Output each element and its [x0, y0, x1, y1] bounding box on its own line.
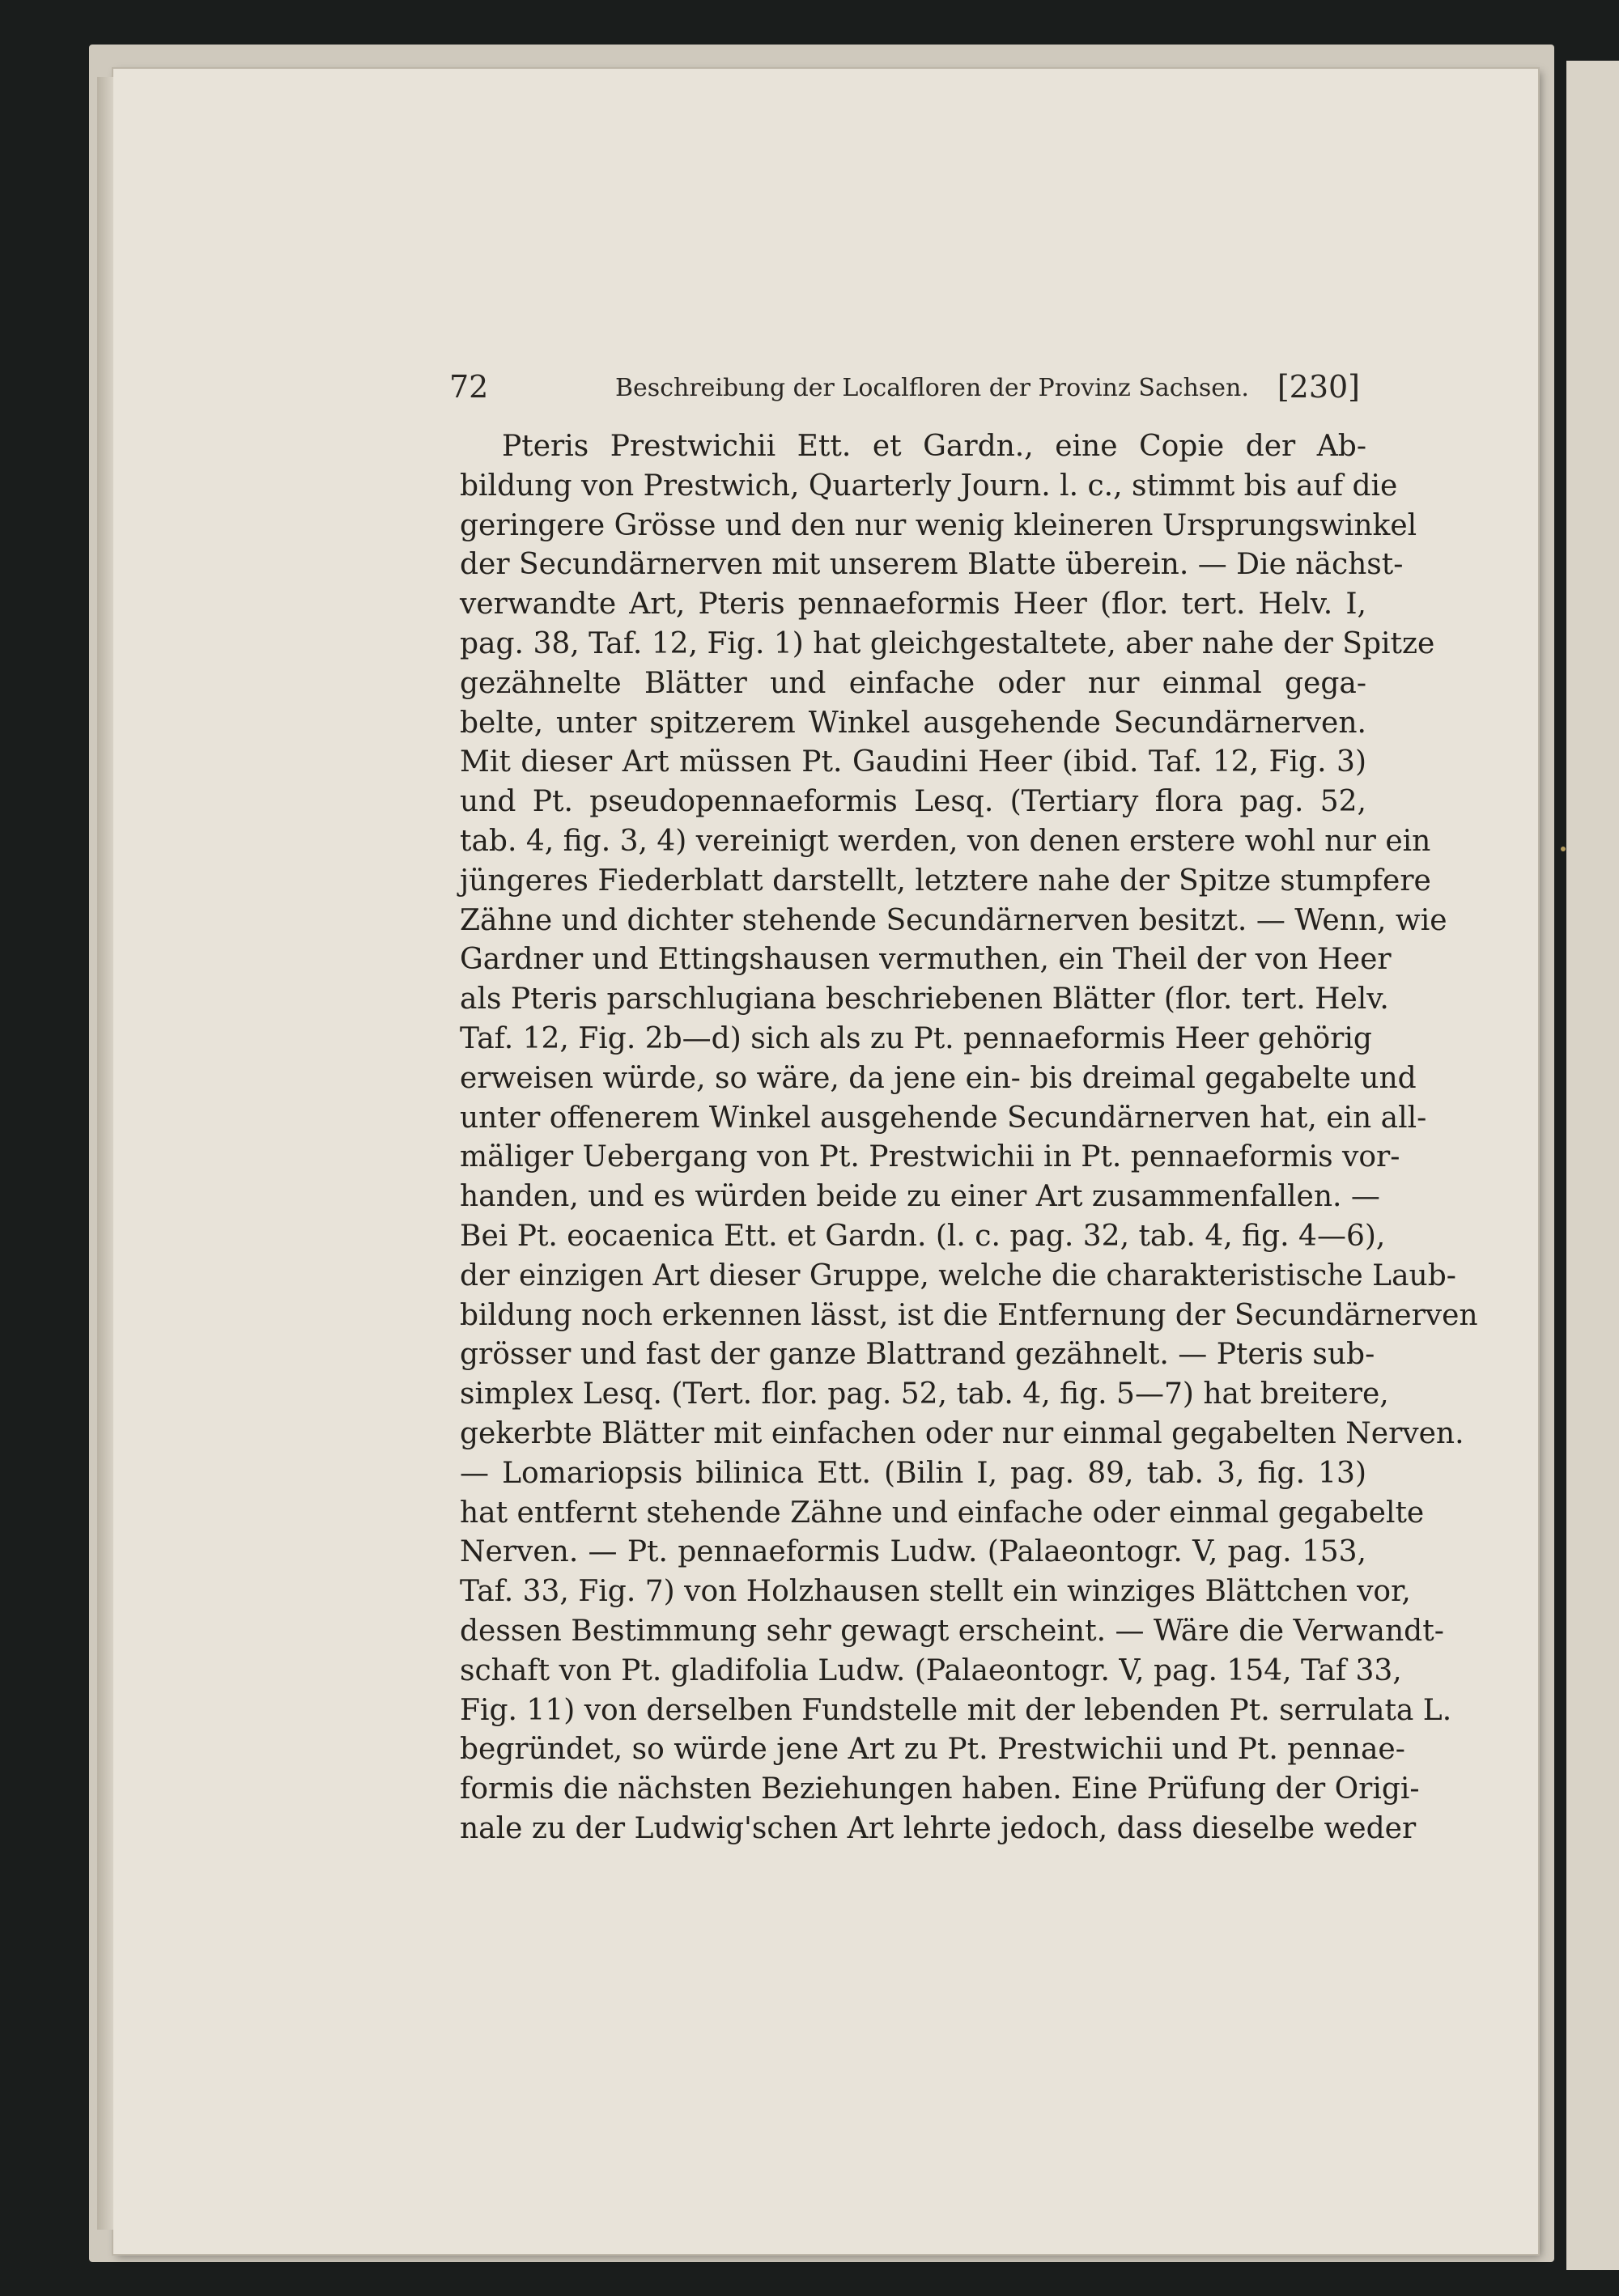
text-line: formis die nächsten Beziehungen haben. Eine Prüfung der Origi-	[460, 1772, 1420, 1806]
text-line: handen, und es würden beide zu einer Art zusammenfallen. —	[460, 1180, 1380, 1214]
text-line: bildung noch erkennen lässt, ist die Entfernung der Secundärnerven	[460, 1298, 1478, 1332]
facing-page-edge	[1566, 61, 1619, 2270]
text-line: Taf. 33, Fig. 7) von Holzhausen stellt ein winziges Blättchen vor,	[460, 1575, 1411, 1609]
text-line: mäliger Uebergang von Pt. Prestwichii in Pt. pennaeformis vor-	[460, 1140, 1400, 1174]
text-line: der einzigen Art dieser Gruppe, welche die charakteristische Laub-	[460, 1258, 1456, 1292]
text-line: und Pt. pseudopennaeformis Lesq. (Tertiary flora pag. 52,	[460, 785, 1366, 819]
paper-spot	[1561, 847, 1566, 851]
text-line: Mit dieser Art müssen Pt. Gaudini Heer (ibid. Taf. 12, Fig. 3)	[460, 745, 1366, 779]
text-line: bildung von Prestwich, Quarterly Journ. l. c., stimmt bis auf die	[460, 469, 1398, 503]
running-title: Beschreibung der Localfloren der Provinz Sachsen.	[615, 374, 1249, 402]
text-line: begründet, so würde jene Art zu Pt. Prestwichii und Pt. pennae-	[460, 1733, 1405, 1767]
text-line: geringere Grösse und den nur wenig kleineren Ursprungswinkel	[460, 508, 1417, 542]
text-line: verwandte Art, Pteris pennaeformis Heer (flor. tert. Helv. I,	[460, 588, 1366, 622]
text-line: — Lomariopsis bilinica Ett. (Bilin I, pag. 89, tab. 3, fig. 13)	[460, 1456, 1366, 1490]
text-line: Gardner und Ettingshausen vermuthen, ein Theil der von Heer	[460, 943, 1392, 977]
text-line: simplex Lesq. (Tert. flor. pag. 52, tab. 4, fig. 5—7) hat breitere,	[460, 1377, 1389, 1411]
text-line: tab. 4, fig. 3, 4) vereinigt werden, von denen erstere wohl nur ein	[460, 824, 1431, 858]
text-line: grösser und fast der ganze Blattrand gezähnelt. — Pteris sub-	[460, 1338, 1375, 1372]
text-line: Zähne und dichter stehende Secundärnerven besitzt. — Wenn, wie	[460, 903, 1447, 937]
text-line: der Secundärnerven mit unserem Blatte überein. — Die nächst-	[460, 548, 1404, 582]
signature-number: [230]	[1277, 369, 1360, 405]
text-line: jüngeres Fiederblatt darstellt, letztere nahe der Spitze stumpfere	[460, 864, 1431, 898]
text-line: Fig. 11) von derselben Fundstelle mit der lebenden Pt. serrulata L.	[460, 1693, 1452, 1727]
text-line: belte, unter spitzerem Winkel ausgehende Secundärnerven.	[460, 706, 1366, 740]
text-line: erweisen würde, so wäre, da jene ein- bis dreimal gegabelte und	[460, 1061, 1417, 1095]
text-line: gekerbte Blätter mit einfachen oder nur einmal gegabelten Nerven.	[460, 1416, 1464, 1450]
page-header	[449, 369, 1360, 410]
text-line: gezähnelte Blätter und einfache oder nur einmal gega-	[460, 666, 1366, 700]
page-number: 72	[449, 369, 489, 405]
text-line: hat entfernt stehende Zähne und einfache oder einmal gegabelte	[460, 1496, 1425, 1530]
text-line: nale zu der Ludwig'schen Art lehrte jedoch, dass dieselbe weder	[460, 1811, 1417, 1845]
text-line: Pteris Prestwichii Ett. et Gardn., eine Copie der Ab-	[502, 430, 1366, 463]
text-line: dessen Bestimmung sehr gewagt erscheint. — Wäre die Verwandt-	[460, 1614, 1444, 1648]
text-line: Nerven. — Pt. pennaeformis Ludw. (Palaeontogr. V, pag. 153,	[460, 1535, 1366, 1569]
text-line: Bei Pt. eocaenica Ett. et Gardn. (l. c. pag. 32, tab. 4, fig. 4—6),	[460, 1219, 1386, 1253]
text-line: pag. 38, Taf. 12, Fig. 1) hat gleichgestaltete, aber nahe der Spitze	[460, 626, 1435, 660]
text-line: als Pteris parschlugiana beschriebenen Blätter (flor. tert. Helv.	[460, 982, 1389, 1016]
body-text	[460, 427, 1478, 1849]
text-line: unter offenerem Winkel ausgehende Secundärnerven hat, ein all-	[460, 1101, 1427, 1135]
text-line: schaft von Pt. gladifolia Ludw. (Palaeontogr. V, pag. 154, Taf 33,	[460, 1653, 1402, 1687]
text-line: Taf. 12, Fig. 2b—d) sich als zu Pt. pennaeformis Heer gehörig	[460, 1021, 1372, 1055]
